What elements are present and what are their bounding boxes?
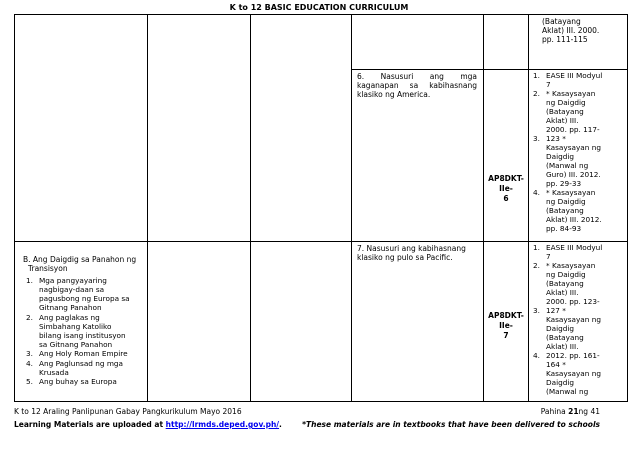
reference-line: pp. 111-115: [542, 35, 588, 45]
page-number: 21: [568, 407, 579, 416]
reference-line: 2000. pp. 117-: [546, 125, 600, 134]
list-number: 3.: [533, 134, 540, 143]
list-item: [26, 313, 146, 349]
table-border-left: [14, 14, 15, 402]
materials-suffix: .: [279, 420, 282, 429]
reference-line: Daigdig: [546, 378, 575, 387]
competency-6: 6. Nasusuri ang mga kaganapan sa kabihasnang klasiko ng America.: [357, 72, 477, 100]
reference-line: Guro) III. 2012.: [546, 170, 601, 179]
reference-line: * Kasaysayan: [546, 261, 596, 270]
reference-line: Aklat) III.: [546, 342, 579, 351]
row-divider: [14, 241, 628, 242]
list-item: [26, 276, 146, 312]
reference-line: 2012. pp. 161-: [546, 351, 600, 360]
topic-line: pagusbong ng Europa sa: [39, 294, 130, 303]
reference-line: pp. 84-93: [546, 224, 582, 233]
reference-line: (Batayang: [546, 333, 584, 342]
topic-line: bilang isang institusyon: [39, 330, 126, 340]
topic-line: Krusada: [39, 367, 69, 377]
reference-line: Kasaysayan ng: [546, 369, 601, 378]
reference-line: 7: [546, 80, 551, 89]
page-prefix: Pahina: [540, 407, 569, 416]
list-item: [26, 359, 146, 377]
reference-fragment: [542, 17, 622, 45]
reference-line: (Batayang: [546, 206, 584, 215]
reference-line: Aklat) III.: [546, 116, 579, 125]
reference-line: Daigdig: [546, 152, 575, 161]
table-border-top: [14, 14, 628, 15]
topic-line: Ang buhay sa Europa: [39, 377, 117, 386]
topic-line: Ang Paglunsad ng mga: [39, 358, 124, 368]
column-divider: [351, 14, 352, 402]
topic-line: nagbigay-daan sa: [39, 285, 105, 294]
lrmds-link[interactable]: http://lrmds.deped.gov.ph/: [165, 420, 280, 429]
reference-item: [533, 351, 625, 396]
list-number: 4.: [26, 358, 33, 368]
topic-line: sa Gitnang Panahon: [39, 339, 113, 349]
competency-code-7: [484, 311, 528, 341]
reference-line: 7: [546, 252, 551, 261]
list-number: 1.: [26, 276, 33, 285]
reference-line: 164 *: [546, 360, 566, 369]
column-divider: [250, 14, 251, 402]
footer-document-title: K to 12 Araling Panlipunan Gabay Pangkurikulum Mayo 2016: [14, 407, 242, 416]
list-number: 3.: [26, 349, 33, 358]
list-number: 2.: [533, 89, 540, 98]
topic-line: Simbahang Katoliko: [39, 321, 112, 331]
reference-line: (Batayang: [546, 279, 584, 288]
list-number: 3.: [533, 306, 540, 315]
reference-line: Kasaysayan ng: [546, 143, 601, 152]
content-title: [23, 255, 147, 273]
list-number: 1.: [533, 71, 540, 80]
competency-7: 7. Nasusuri ang kabihasnang klasiko ng pulo sa Pacific.: [357, 244, 466, 263]
reference-line: EASE III Modyul: [546, 243, 603, 252]
reference-line: Kasaysayan ng: [546, 315, 601, 324]
reference-line: * Kasaysayan: [546, 188, 596, 197]
page-suffix: ng 41: [578, 407, 600, 416]
reference-line: (Manwal ng: [546, 161, 589, 170]
reference-item: [533, 243, 625, 261]
reference-line: Daigdig: [546, 324, 575, 333]
reference-line: ng Daigdig: [546, 270, 586, 279]
reference-line: EASE III Modyul: [546, 71, 603, 80]
topic-line: Gitnang Panahon: [39, 303, 102, 312]
references-list-7: [533, 243, 625, 396]
reference-item: [533, 71, 625, 89]
reference-line: 2000. pp. 123-: [546, 297, 600, 306]
reference-line: (Batayang: [546, 107, 584, 116]
reference-line: 123 *: [546, 134, 566, 143]
reference-line: 127 *: [546, 306, 566, 315]
footer-textbook-note: *These materials are in textbooks that have been delivered to schools: [302, 420, 600, 429]
materials-prefix: Learning Materials are uploaded at: [14, 420, 166, 429]
list-number: 1.: [533, 243, 540, 252]
competency-code-6: [484, 174, 528, 204]
list-item: [26, 349, 146, 358]
table-border-bottom: [14, 401, 628, 402]
reference-line: (Batayang: [542, 17, 581, 26]
reference-item: [533, 306, 625, 351]
row-divider: [351, 69, 628, 70]
code-line: 7: [503, 331, 509, 340]
list-number: 4.: [533, 351, 540, 360]
reference-line: ng Daigdig: [546, 197, 586, 206]
code-line: AP8DKT-IIe-: [488, 174, 524, 193]
footer-page-number: [541, 407, 600, 416]
reference-item: [533, 188, 625, 233]
topic-line: Ang paglakas ng: [39, 312, 100, 322]
list-number: 2.: [26, 312, 33, 322]
column-divider: [147, 14, 148, 402]
topics-list: [26, 276, 146, 387]
reference-line: Aklat) III. 2012.: [546, 215, 602, 224]
page-title: K to 12 BASIC EDUCATION CURRICULUM: [229, 3, 409, 12]
topic-line: Ang Holy Roman Empire: [39, 349, 128, 358]
list-number: 5.: [26, 377, 33, 386]
reference-line: * Kasaysayan: [546, 89, 596, 98]
column-divider: [528, 14, 529, 402]
title-line: B. Ang Daigdig sa Panahon ng: [23, 255, 137, 264]
list-number: 2.: [533, 261, 540, 270]
title-line: Transisyon: [28, 264, 68, 274]
references-list-6: [533, 71, 625, 233]
code-line: 6: [503, 194, 509, 203]
reference-line: Aklat) III.: [546, 288, 579, 297]
reference-line: Aklat) III. 2000.: [542, 26, 600, 36]
curriculum-table: [14, 14, 628, 402]
reference-item: [533, 261, 625, 306]
reference-item: [533, 89, 625, 134]
reference-line: ng Daigdig: [546, 98, 586, 107]
code-line: AP8DKT-IIe-: [488, 311, 524, 330]
footer-materials-note: [14, 420, 282, 429]
list-number: 4.: [533, 188, 540, 197]
reference-line: pp. 29-33: [546, 179, 582, 188]
list-item: [26, 377, 146, 386]
column-divider: [483, 14, 484, 402]
table-border-right: [627, 14, 628, 402]
reference-item: [533, 134, 625, 188]
topic-line: Mga pangyayaring: [39, 276, 107, 285]
reference-line: (Manwal ng: [546, 387, 589, 396]
